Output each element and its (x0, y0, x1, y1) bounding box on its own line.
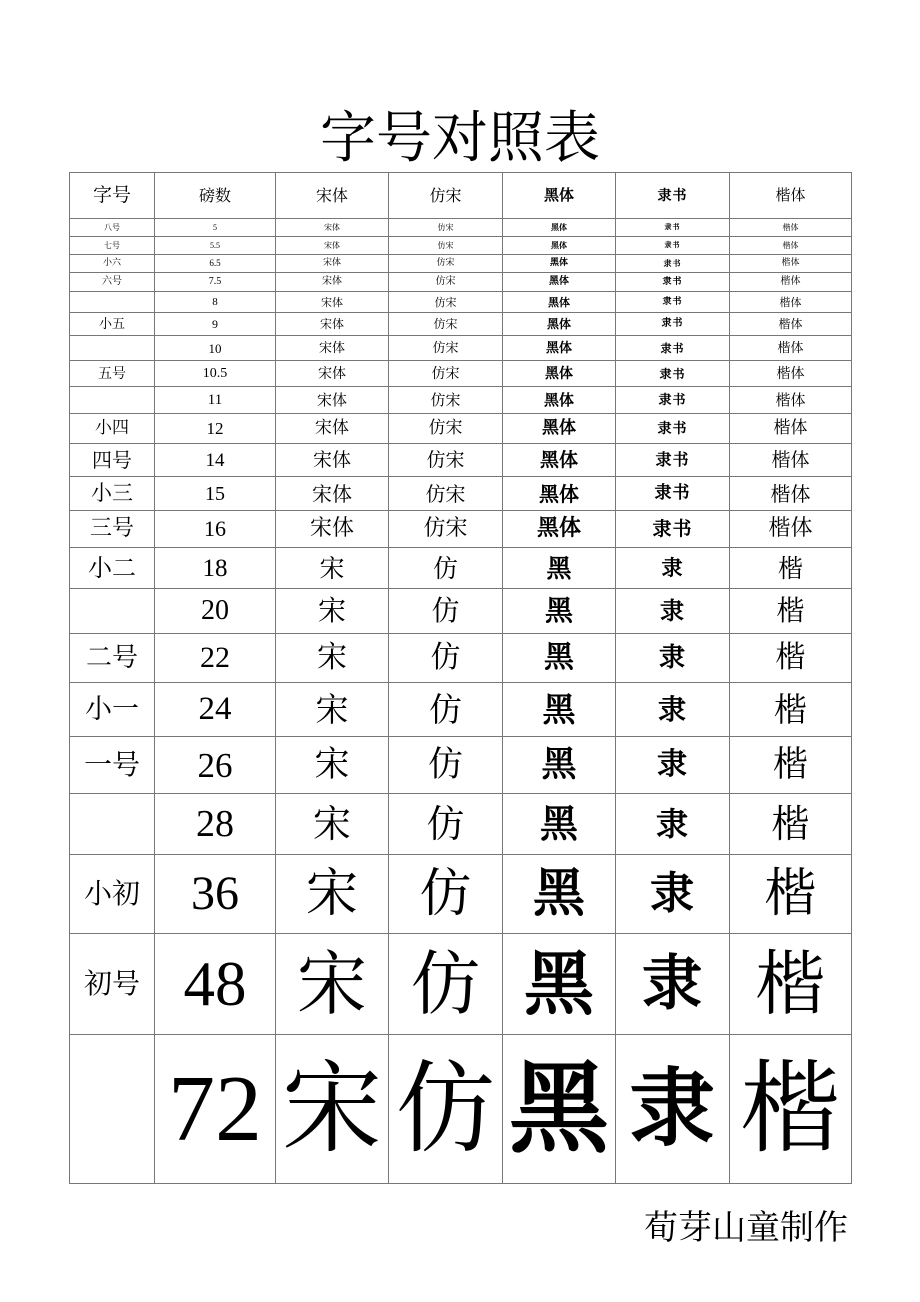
fangsong-cell: 仿 (389, 634, 503, 683)
points-cell: 36 (155, 855, 276, 934)
heiti-cell: 黑 (503, 794, 616, 855)
fangsong-cell: 仿 (389, 737, 503, 794)
table-row (70, 387, 852, 414)
fangsong-cell: 仿宋 (389, 477, 503, 511)
heiti-cell: 黑 (503, 855, 616, 934)
points-cell: 11 (155, 387, 276, 414)
fangsong-cell: 仿宋 (389, 255, 503, 273)
lishu-cell: 隶书 (616, 313, 730, 336)
table-row (70, 219, 852, 237)
kaiti-cell: 楷体 (730, 511, 852, 548)
songti-cell: 宋体 (276, 477, 389, 511)
songti-cell: 宋 (276, 589, 389, 634)
fangsong-cell: 仿宋 (389, 336, 503, 361)
kaiti-cell: 楷 (730, 934, 852, 1035)
songti-cell: 宋体 (276, 336, 389, 361)
songti-cell: 宋体 (276, 511, 389, 548)
points-cell: 7.5 (155, 273, 276, 292)
heiti-cell: 黑体 (503, 237, 616, 255)
fangsong-cell: 仿宋 (389, 313, 503, 336)
lishu-cell: 隶书 (616, 511, 730, 548)
fangsong-cell: 仿 (389, 548, 503, 589)
lishu-cell: 隶书 (616, 255, 730, 273)
heiti-cell: 黑 (503, 934, 616, 1035)
points-cell: 5.5 (155, 237, 276, 255)
songti-cell: 宋 (276, 737, 389, 794)
lishu-cell: 隶书 (616, 361, 730, 387)
heiti-cell: 黑体 (503, 511, 616, 548)
fangsong-cell: 仿宋 (389, 292, 503, 313)
fangsong-cell: 仿 (389, 683, 503, 737)
kaiti-cell: 楷 (730, 589, 852, 634)
songti-cell: 宋体 (276, 237, 389, 255)
lishu-cell: 隶 (616, 855, 730, 934)
size-name-cell: 四号 (70, 444, 155, 477)
size-name-cell (70, 336, 155, 361)
fangsong-cell: 仿宋 (389, 444, 503, 477)
points-cell: 12 (155, 414, 276, 444)
size-name-cell: 小六 (70, 255, 155, 273)
songti-cell: 宋 (276, 934, 389, 1035)
songti-cell: 宋体 (276, 292, 389, 313)
kaiti-cell: 楷 (730, 737, 852, 794)
fangsong-cell: 仿宋 (389, 387, 503, 414)
fangsong-cell: 仿宋 (389, 511, 503, 548)
lishu-cell: 隶 (616, 934, 730, 1035)
size-name-cell: 小四 (70, 414, 155, 444)
size-name-cell (70, 589, 155, 634)
size-name-cell: 小五 (70, 313, 155, 336)
fangsong-cell: 仿 (389, 855, 503, 934)
table-row (70, 237, 852, 255)
fangsong-cell: 仿 (389, 1035, 503, 1184)
table-row (70, 361, 852, 387)
size-name-cell: 一号 (70, 737, 155, 794)
header-row (70, 173, 852, 219)
table-row (70, 255, 852, 273)
font-size-table (69, 172, 852, 1184)
size-name-cell (70, 292, 155, 313)
page-title: 字号对照表 (320, 106, 600, 171)
header-kaiti: 楷体 (730, 173, 852, 219)
heiti-cell: 黑体 (503, 387, 616, 414)
lishu-cell: 隶书 (616, 237, 730, 255)
size-name-cell: 小三 (70, 477, 155, 511)
heiti-cell: 黑体 (503, 292, 616, 313)
songti-cell: 宋 (276, 794, 389, 855)
kaiti-cell: 楷体 (730, 255, 852, 273)
table-row (70, 855, 852, 934)
points-cell: 14 (155, 444, 276, 477)
lishu-cell: 隶 (616, 589, 730, 634)
songti-cell: 宋体 (276, 219, 389, 237)
size-name-cell: 六号 (70, 273, 155, 292)
fangsong-cell: 仿 (389, 934, 503, 1035)
kaiti-cell: 楷体 (730, 219, 852, 237)
table-row (70, 414, 852, 444)
kaiti-cell: 楷体 (730, 237, 852, 255)
lishu-cell: 隶 (616, 1035, 730, 1184)
table-row (70, 273, 852, 292)
points-cell: 72 (155, 1035, 276, 1184)
kaiti-cell: 楷体 (730, 361, 852, 387)
table-row (70, 589, 852, 634)
table-row (70, 934, 852, 1035)
size-name-cell: 五号 (70, 361, 155, 387)
points-cell: 10 (155, 336, 276, 361)
kaiti-cell: 楷体 (730, 273, 852, 292)
kaiti-cell: 楷体 (730, 336, 852, 361)
heiti-cell: 黑体 (503, 477, 616, 511)
lishu-cell: 隶 (616, 548, 730, 589)
points-cell: 8 (155, 292, 276, 313)
fangsong-cell: 仿 (389, 589, 503, 634)
table-row (70, 336, 852, 361)
size-name-cell: 七号 (70, 237, 155, 255)
points-cell: 10.5 (155, 361, 276, 387)
size-name-cell (70, 387, 155, 414)
table-row (70, 737, 852, 794)
songti-cell: 宋体 (276, 255, 389, 273)
songti-cell: 宋 (276, 855, 389, 934)
points-cell: 9 (155, 313, 276, 336)
lishu-cell: 隶书 (616, 219, 730, 237)
points-cell: 6.5 (155, 255, 276, 273)
songti-cell: 宋体 (276, 273, 389, 292)
points-cell: 15 (155, 477, 276, 511)
songti-cell: 宋 (276, 683, 389, 737)
heiti-cell: 黑 (503, 737, 616, 794)
points-cell: 28 (155, 794, 276, 855)
kaiti-cell: 楷 (730, 794, 852, 855)
size-name-cell (70, 794, 155, 855)
lishu-cell: 隶书 (616, 477, 730, 511)
points-cell: 22 (155, 634, 276, 683)
heiti-cell: 黑 (503, 1035, 616, 1184)
heiti-cell: 黑体 (503, 361, 616, 387)
heiti-cell: 黑体 (503, 444, 616, 477)
points-cell: 18 (155, 548, 276, 589)
points-cell: 48 (155, 934, 276, 1035)
header-fangsong: 仿宋 (389, 173, 503, 219)
table-row (70, 292, 852, 313)
lishu-cell: 隶书 (616, 336, 730, 361)
kaiti-cell: 楷 (730, 548, 852, 589)
kaiti-cell: 楷体 (730, 444, 852, 477)
songti-cell: 宋体 (276, 444, 389, 477)
songti-cell: 宋体 (276, 361, 389, 387)
fangsong-cell: 仿 (389, 794, 503, 855)
heiti-cell: 黑 (503, 548, 616, 589)
table-row (70, 477, 852, 511)
points-cell: 5 (155, 219, 276, 237)
heiti-cell: 黑 (503, 634, 616, 683)
points-cell: 24 (155, 683, 276, 737)
size-name-cell: 三号 (70, 511, 155, 548)
lishu-cell: 隶 (616, 737, 730, 794)
lishu-cell: 隶 (616, 794, 730, 855)
header-songti: 宋体 (276, 173, 389, 219)
kaiti-cell: 楷 (730, 683, 852, 737)
table-row (70, 634, 852, 683)
size-name-cell: 初号 (70, 934, 155, 1035)
table-row (70, 548, 852, 589)
kaiti-cell: 楷体 (730, 387, 852, 414)
heiti-cell: 黑体 (503, 336, 616, 361)
size-name-cell: 小初 (70, 855, 155, 934)
kaiti-cell: 楷体 (730, 414, 852, 444)
points-cell: 20 (155, 589, 276, 634)
kaiti-cell: 楷 (730, 1035, 852, 1184)
lishu-cell: 隶书 (616, 292, 730, 313)
kaiti-cell: 楷体 (730, 313, 852, 336)
songti-cell: 宋 (276, 634, 389, 683)
table-row (70, 683, 852, 737)
table-row (70, 511, 852, 548)
heiti-cell: 黑 (503, 683, 616, 737)
fangsong-cell: 仿宋 (389, 414, 503, 444)
songti-cell: 宋 (276, 548, 389, 589)
size-name-cell: 小二 (70, 548, 155, 589)
size-name-cell: 八号 (70, 219, 155, 237)
lishu-cell: 隶书 (616, 387, 730, 414)
fangsong-cell: 仿宋 (389, 361, 503, 387)
songti-cell: 宋 (276, 1035, 389, 1184)
fangsong-cell: 仿宋 (389, 219, 503, 237)
kaiti-cell: 楷体 (730, 477, 852, 511)
header-points: 磅数 (155, 173, 276, 219)
lishu-cell: 隶 (616, 634, 730, 683)
lishu-cell: 隶书 (616, 414, 730, 444)
points-cell: 26 (155, 737, 276, 794)
table-row (70, 313, 852, 336)
header-size-name: 字号 (70, 173, 155, 219)
heiti-cell: 黑体 (503, 313, 616, 336)
songti-cell: 宋体 (276, 414, 389, 444)
lishu-cell: 隶 (616, 683, 730, 737)
kaiti-cell: 楷体 (730, 292, 852, 313)
header-lishu: 隶书 (616, 173, 730, 219)
heiti-cell: 黑体 (503, 219, 616, 237)
fangsong-cell: 仿宋 (389, 237, 503, 255)
songti-cell: 宋体 (276, 387, 389, 414)
points-cell: 16 (155, 511, 276, 548)
kaiti-cell: 楷 (730, 855, 852, 934)
header-heiti: 黑体 (503, 173, 616, 219)
heiti-cell: 黑体 (503, 255, 616, 273)
songti-cell: 宋体 (276, 313, 389, 336)
table-row (70, 1035, 852, 1184)
kaiti-cell: 楷 (730, 634, 852, 683)
heiti-cell: 黑体 (503, 273, 616, 292)
size-name-cell (70, 1035, 155, 1184)
lishu-cell: 隶书 (616, 273, 730, 292)
lishu-cell: 隶书 (616, 444, 730, 477)
heiti-cell: 黑体 (503, 414, 616, 444)
table-row (70, 794, 852, 855)
heiti-cell: 黑 (503, 589, 616, 634)
size-name-cell: 二号 (70, 634, 155, 683)
size-name-cell: 小一 (70, 683, 155, 737)
footer-credit: 荀芽山童制作 (644, 1208, 848, 1248)
fangsong-cell: 仿宋 (389, 273, 503, 292)
table-row (70, 444, 852, 477)
